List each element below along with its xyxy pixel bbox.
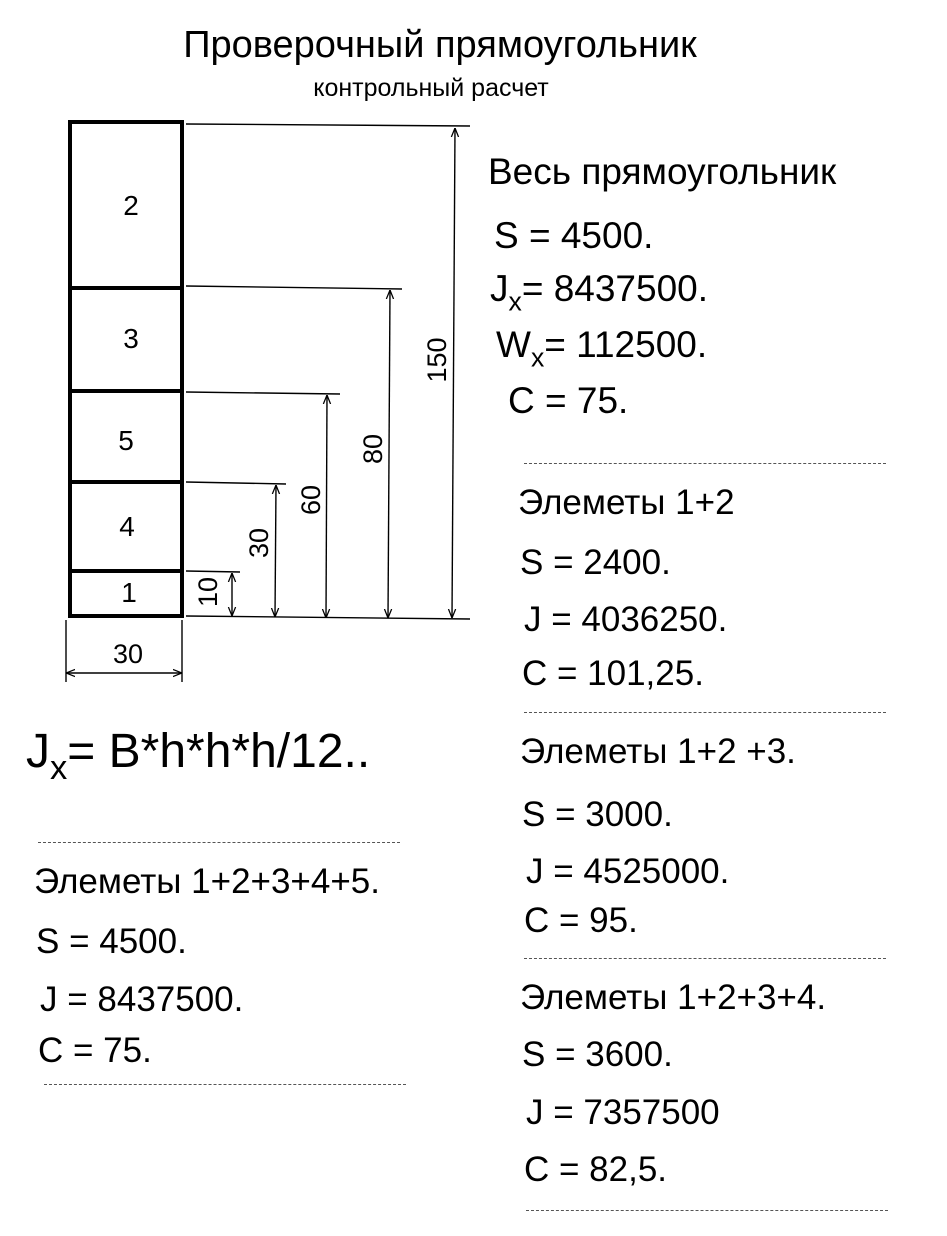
group-1-2-3-j: J = 4525000. [526,852,730,891]
dim-label-80: 80 [358,433,388,465]
separator [524,463,886,464]
whole-rect-c: C = 75. [508,380,629,421]
dim-30 [275,485,276,617]
separator [524,958,886,959]
group-all-j: J = 8437500. [40,980,244,1019]
element-label-5: 5 [118,425,134,456]
element-label-2: 2 [123,190,139,221]
dim-label-30: 30 [244,527,274,559]
separator [524,712,886,713]
group-1-2-3-c: C = 95. [524,901,638,940]
dim-label-10: 10 [193,576,223,608]
dim-150 [452,128,455,618]
group-all-s: S = 4500. [36,922,187,961]
group-1-2-heading: Элеметы 1+2 [518,483,735,522]
group-1-2-3-heading: Элеметы 1+2 +3. [520,732,796,771]
group-all-heading: Элеметы 1+2+3+4+5. [34,862,380,901]
page-title: Проверочный прямоугольник [183,24,697,66]
group-1-2-s: S = 2400. [520,543,671,582]
separator [526,1210,888,1211]
separator [44,1084,406,1085]
dim-60 [326,395,327,618]
group-1-2-3-4-c: C = 82,5. [524,1150,668,1189]
dim-label-150: 150 [422,337,452,383]
whole-rect-heading: Весь прямоугольник [488,151,837,192]
element-label-1: 1 [121,577,137,608]
group-1-2-3-4-s: S = 3600. [522,1035,673,1074]
whole-rect-jx: $J_x= 8437500$. [490,268,709,317]
group-all-c: C = 75. [38,1031,152,1070]
group-1-2-c: C = 101,25. [522,654,704,693]
element-label-3: 3 [123,323,139,354]
group-1-2-3-4-j: J = 7357500 [526,1093,720,1132]
element-label-4: 4 [119,511,135,542]
page-subtitle: контрольный расчет [313,74,549,102]
group-1-2-3-4-heading: Элеметы 1+2+3+4. [520,978,827,1017]
separator [38,842,400,843]
whole-rect-wx: $W_x= 112500$. [496,324,708,373]
group-1-2-j: J = 4036250. [524,600,728,639]
dim-label-width: 30 [112,639,144,669]
dim-label-60: 60 [296,484,326,516]
dim-80 [388,290,390,618]
whole-rect-s: S = 4500. [494,215,654,256]
group-1-2-3-s: S = 3000. [522,795,673,834]
moment-formula: $J_x= B*h*h*h/12$.. [26,725,371,788]
